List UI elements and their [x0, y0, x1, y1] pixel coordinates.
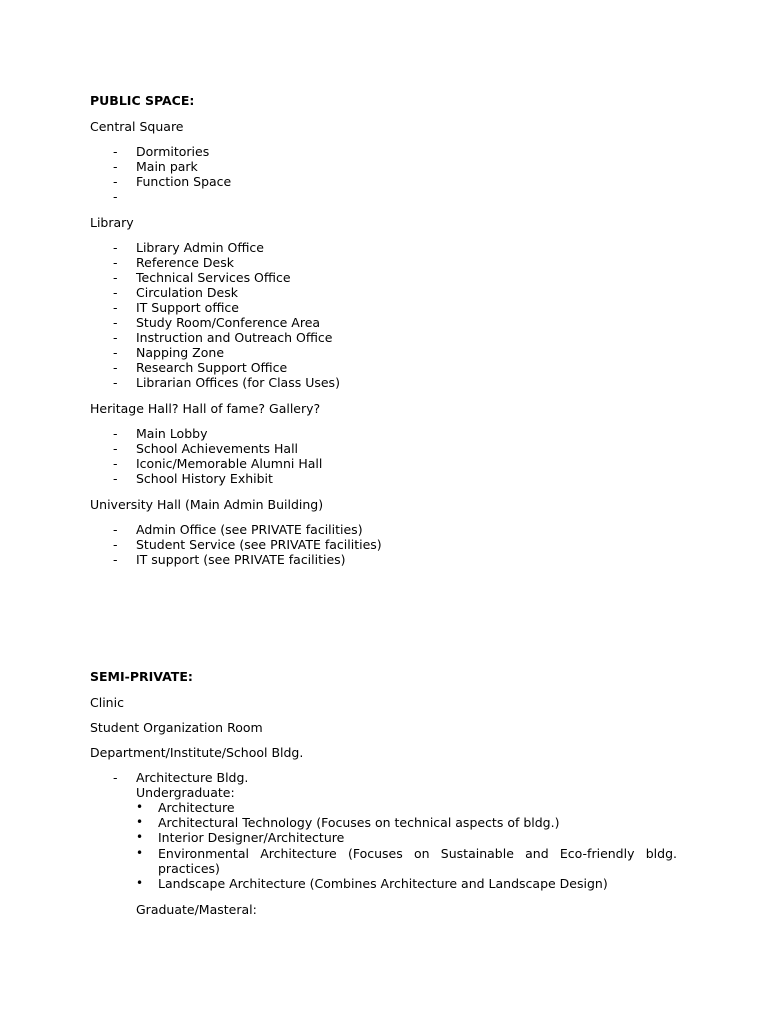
subheading-heritage-hall: Heritage Hall? Hall of fame? Gallery?: [90, 401, 321, 416]
bullet-item: Environmental Architecture (Focuses on Sustainable and Eco-friendly bldg.: [158, 846, 677, 861]
section-heading-semi-private: SEMI-PRIVATE:: [90, 669, 193, 684]
bullet-glyph: •: [136, 830, 144, 844]
bullet-item: Interior Designer/Architecture: [158, 830, 345, 845]
list-item: Main park: [136, 159, 198, 174]
clinic-line: Clinic: [90, 695, 124, 710]
bullet-glyph: •: [136, 876, 144, 890]
bullet-item: Architectural Technology (Focuses on technical aspects of bldg.): [158, 815, 560, 830]
list-item: Function Space: [136, 174, 232, 189]
list-item: Student Service (see PRIVATE facilities): [136, 537, 382, 552]
list-item: Reference Desk: [136, 255, 234, 270]
list-dash: -: [113, 330, 118, 345]
list-dash: -: [113, 471, 118, 486]
list-dash: -: [113, 426, 118, 441]
list-item: Dormitories: [136, 144, 210, 159]
list-dash: -: [113, 240, 118, 255]
subheading-central-square: Central Square: [90, 119, 184, 134]
list-dash: -: [113, 270, 118, 285]
bullet-item: Landscape Architecture (Combines Architecture and Landscape Design): [158, 876, 608, 891]
list-item: Library Admin Office: [136, 240, 264, 255]
graduate-label: Graduate/Masteral:: [136, 902, 257, 917]
student-org-line: Student Organization Room: [90, 720, 263, 735]
list-item: Circulation Desk: [136, 285, 238, 300]
list-item: IT Support office: [136, 300, 239, 315]
list-dash: -: [113, 456, 118, 471]
list-dash: -: [113, 255, 118, 270]
list-dash: -: [113, 300, 118, 315]
list-dash: -: [113, 174, 118, 189]
list-dash: -: [113, 285, 118, 300]
list-dash: -: [113, 189, 118, 204]
department-line: Department/Institute/School Bldg.: [90, 745, 304, 760]
subheading-library: Library: [90, 215, 134, 230]
list-dash: -: [113, 360, 118, 375]
bullet-glyph: •: [136, 800, 144, 814]
list-item: IT support (see PRIVATE facilities): [136, 552, 346, 567]
list-item: Instruction and Outreach Office: [136, 330, 333, 345]
subheading-university-hall: University Hall (Main Admin Building): [90, 497, 324, 512]
list-item: Napping Zone: [136, 345, 225, 360]
list-item: Main Lobby: [136, 426, 208, 441]
list-item: School History Exhibit: [136, 471, 273, 486]
list-dash: -: [113, 522, 118, 537]
list-item: Iconic/Memorable Alumni Hall: [136, 456, 323, 471]
list-dash: -: [113, 144, 118, 159]
undergraduate-label: Undergraduate:: [136, 785, 235, 800]
bullet-item: Architecture: [158, 800, 235, 815]
list-item: Study Room/Conference Area: [136, 315, 321, 330]
list-dash: -: [113, 375, 118, 390]
architecture-bldg-item: Architecture Bldg.: [136, 770, 249, 785]
list-dash: -: [113, 552, 118, 567]
bullet-glyph: •: [136, 846, 144, 860]
list-item: Technical Services Office: [136, 270, 291, 285]
section-heading-public: PUBLIC SPACE:: [90, 93, 195, 108]
bullet-item-continuation: practices): [158, 861, 220, 876]
list-item: Librarian Offices (for Class Uses): [136, 375, 340, 390]
list-item: Admin Office (see PRIVATE facilities): [136, 522, 363, 537]
list-dash: -: [113, 770, 118, 785]
list-dash: -: [113, 345, 118, 360]
list-dash: -: [113, 315, 118, 330]
list-item: School Achievements Hall: [136, 441, 299, 456]
bullet-glyph: •: [136, 815, 144, 829]
list-dash: -: [113, 159, 118, 174]
list-dash: -: [113, 537, 118, 552]
list-dash: -: [113, 441, 118, 456]
list-item: Research Support Office: [136, 360, 288, 375]
